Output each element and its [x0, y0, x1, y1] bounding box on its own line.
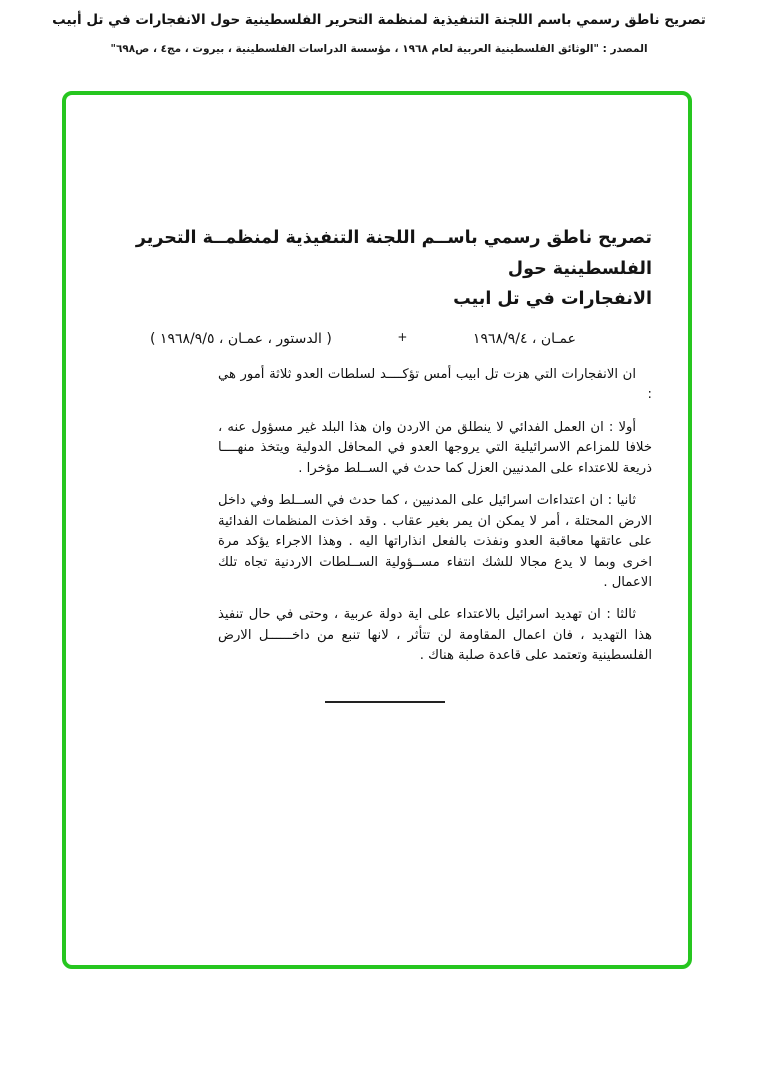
document-dateline	[104, 331, 652, 347]
footnote-mark: +	[397, 329, 408, 344]
document-paragraph: ثالثا : ان تهديد اسرائيل بالاعتداء على اية دولة عربية ، وحتى في حال تنفيذ هذا التهديد ، فان اعمال المقاومة لن تتأثر ، لانها تنبع من داخــــــل الارض الفلسطينية وتعتمد على قاعدة صلبة هناك .	[218, 607, 652, 664]
end-divider	[325, 701, 445, 703]
document-title-line-1: تصريح ناطق رسمي باســم اللجنة التنفيذية لمنظمــة التحرير الفلسطينية حول	[135, 228, 652, 279]
document-body	[218, 365, 652, 667]
header-title: تصريح ناطق رسمي باسم اللجنة التنفيذية لمنظمة التحرير الفلسطينية حول الانفجارات في تل أبيب	[52, 12, 706, 28]
document-content	[66, 95, 688, 965]
dateline-source-citation: ( الدستور ، عمـان ، ١٩٦٨/٩/٥ )	[150, 330, 332, 347]
document-title-line-2: الانفجارات في تل ابيب	[453, 289, 652, 310]
page-header	[0, 0, 758, 55]
document-paragraph: ان الانفجارات التي هزت تل ابيب أمس تؤكــــد لسلطات العدو ثلاثة أمور هي :	[218, 366, 652, 403]
header-source-citation: المصدر : "الوثائق الفلسطينية العربية لعام ١٩٦٨ ، مؤسسة الدراسات الفلسطينية ، بيروت ، مج٤ ، ص٦٩٨"	[110, 43, 648, 56]
document-title	[104, 223, 652, 315]
document-paragraph: أولا : ان العمل الفدائي لا ينطلق من الاردن وان هذا البلد غير مسؤول عنه ، خلافا للمزاعم الاسرائيلية التي يروجها العدو في المحافل الدولية ويتخذ منهــــا ذريعة للاعتداء على المدنيين العزل كما حدث في الســلط مؤخرا .	[218, 419, 652, 476]
document-frame	[62, 91, 692, 969]
dateline-place-date: عمـان ، ١٩٦٨/٩/٤	[472, 330, 576, 347]
document-paragraph: ثانيا : ان اعتداءات اسرائيل على المدنيين ، كما حدث في الســلط وفي داخل الارض المحتلة ، أمر لا يمكن ان يمر بغير عقاب . وقد اخذت المنظمات الفدائية على عاتقها معاقبة العدو ونفذت بالفعل انذاراتها اليه . وهذا الاجراء يؤكد مرة اخرى وبما لا يدع مجالا للشك انتفاء مســؤولية الســلطات الاردنية تجاه تلك الاعمال .	[218, 493, 652, 590]
